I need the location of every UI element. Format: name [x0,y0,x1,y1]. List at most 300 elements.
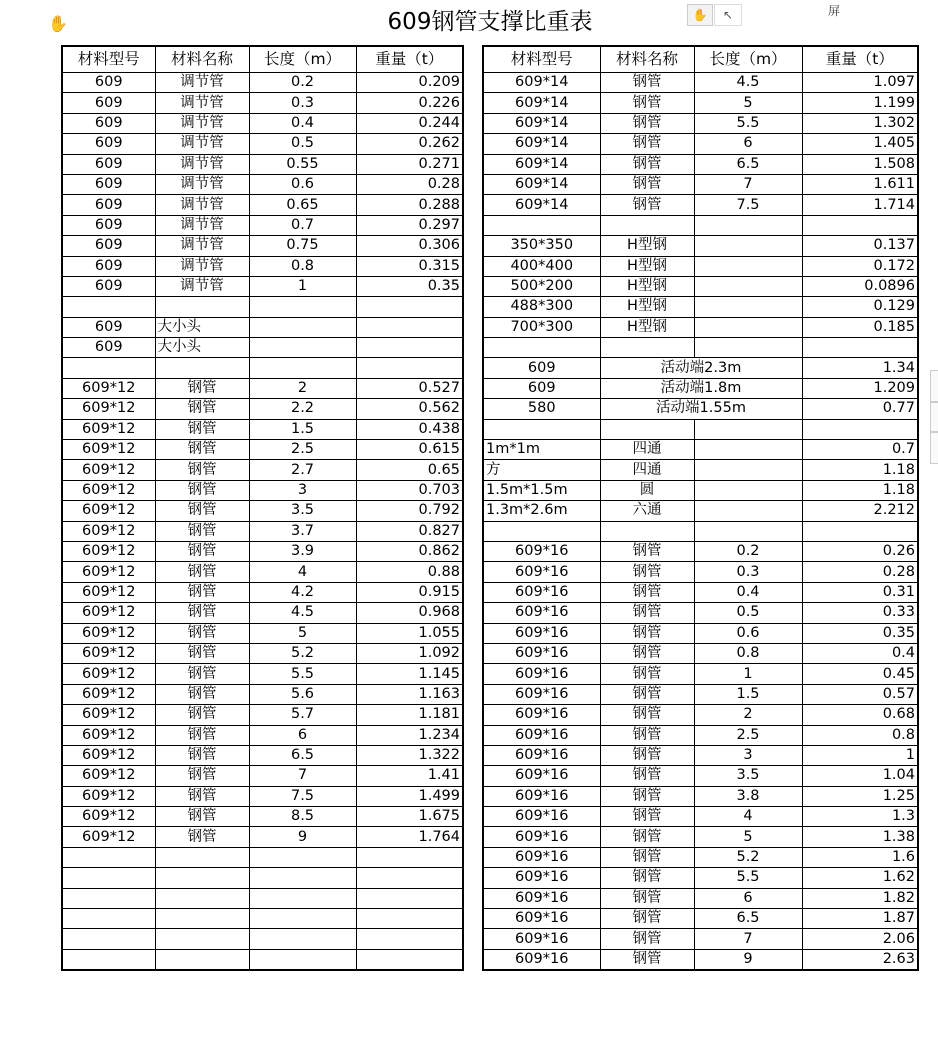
cell-weight: 0.527 [356,378,463,398]
table-row [62,745,463,765]
cell-name: 大小头 [155,317,249,337]
table-row [483,399,918,419]
table-row [483,480,918,500]
cell-weight: 1.41 [356,766,463,786]
cell-model: 609*12 [62,766,155,786]
cell-name: 钢管 [600,93,694,113]
table-row [62,582,463,602]
table-row [62,134,463,154]
table-row [483,419,918,439]
table-row [62,378,463,398]
table-row [483,725,918,745]
cell-name [600,521,694,541]
table-row [483,154,918,174]
cell-weight [356,909,463,929]
cell-name: 钢管 [600,73,694,93]
cell-weight: 1.508 [802,154,918,174]
cell-weight: 0.7 [802,440,918,460]
cell-length: 5.6 [249,684,356,704]
cell-name: 调节管 [155,174,249,194]
cell-length: 9 [249,827,356,847]
table-row [62,664,463,684]
table-row [483,745,918,765]
cell-weight: 0.77 [802,399,918,419]
cell-weight: 0.244 [356,113,463,133]
cell-length [249,949,356,970]
cell-model: 609 [62,154,155,174]
cell-length: 7.5 [694,195,802,215]
cell-model: 609*16 [483,705,600,725]
cell-length: 9 [694,949,802,970]
cell-model: 609*12 [62,643,155,663]
table-row [483,113,918,133]
table-row [483,501,918,521]
cell-name: 钢管 [600,582,694,602]
cell-length: 0.6 [694,623,802,643]
cell-length: 0.55 [249,154,356,174]
cell-length: 6 [249,725,356,745]
table-row [62,684,463,704]
cell-name: 钢管 [600,684,694,704]
cell-model [483,521,600,541]
cell-length: 0.3 [694,562,802,582]
cell-model [62,847,155,867]
cell-name [155,868,249,888]
table-row [483,705,918,725]
cell-model: 609*12 [62,807,155,827]
cell-length [694,236,802,256]
cell-model: 609*12 [62,480,155,500]
cell-model: 609 [62,256,155,276]
cell-weight: 0.915 [356,582,463,602]
cell-length [694,338,802,358]
header-model: 材料型号 [62,46,155,73]
cell-length: 6 [694,888,802,908]
cell-length: 4.2 [249,582,356,602]
cell-weight: 0.28 [356,174,463,194]
cell-name: 钢管 [600,786,694,806]
table-row [483,276,918,296]
table-row [62,521,463,541]
cell-length: 4.5 [694,73,802,93]
cell-model: 609 [62,174,155,194]
cell-weight: 1.18 [802,460,918,480]
table-row [483,236,918,256]
cell-name: 钢管 [600,134,694,154]
cell-model: 609*12 [62,623,155,643]
cell-model: 609*16 [483,909,600,929]
cell-length: 6 [694,134,802,154]
cell-name: H型钢 [600,256,694,276]
cell-weight: 1.199 [802,93,918,113]
cell-length: 3 [249,480,356,500]
cell-name: 圆 [600,480,694,500]
cell-length: 4 [249,562,356,582]
cell-weight: 0.137 [802,236,918,256]
table-row [483,134,918,154]
cell-model: 609*12 [62,419,155,439]
table-row [62,236,463,256]
cell-weight: 1.092 [356,643,463,663]
cell-name: 钢管 [600,827,694,847]
cell-name: 钢管 [600,847,694,867]
table-row [62,73,463,93]
cell-weight [802,521,918,541]
cell-name: H型钢 [600,317,694,337]
cell-weight: 0.65 [356,460,463,480]
cell-model: 609 [62,215,155,235]
cell-length [249,847,356,867]
cell-weight: 2.63 [802,949,918,970]
cell-weight [802,419,918,439]
cell-name [155,297,249,317]
cell-model: 609*12 [62,664,155,684]
cell-length: 6.5 [249,745,356,765]
cell-length: 0.8 [694,643,802,663]
cell-length: 0.3 [249,93,356,113]
cell-length [249,909,356,929]
cell-model: 609*12 [62,745,155,765]
cell-length: 5 [249,623,356,643]
cell-weight: 0.185 [802,317,918,337]
cell-weight: 0.792 [356,501,463,521]
table-row [483,521,918,541]
table-row [483,949,918,970]
cell-model: 500*200 [483,276,600,296]
cell-name: 钢管 [600,603,694,623]
table-row [62,399,463,419]
cell-weight: 0.0896 [802,276,918,296]
table-row [62,174,463,194]
table-row [483,378,918,398]
select-cursor-icon[interactable]: ↖ [714,4,742,26]
cell-model: 609*12 [62,725,155,745]
table-row [62,929,463,949]
cell-model: 609 [62,113,155,133]
cell-weight: 0.4 [802,643,918,663]
cell-name: 调节管 [155,93,249,113]
cell-model: 609*12 [62,562,155,582]
table-row [483,643,918,663]
cell-length [694,501,802,521]
cell-weight: 0.57 [802,684,918,704]
table-row [483,338,918,358]
cell-weight: 1 [802,745,918,765]
cell-weight: 1.611 [802,174,918,194]
cell-name: H型钢 [600,276,694,296]
header-name: 材料名称 [600,46,694,73]
cell-name: 钢管 [155,521,249,541]
cell-weight: 0.306 [356,236,463,256]
cell-model: 609*16 [483,664,600,684]
cell-name: 钢管 [600,725,694,745]
cell-weight [356,297,463,317]
cell-model: 609*14 [483,73,600,93]
cell-weight [356,358,463,378]
cell-weight: 1.234 [356,725,463,745]
cell-length: 1.5 [249,419,356,439]
cell-length: 5.5 [694,868,802,888]
cell-name: 钢管 [155,460,249,480]
cell-weight: 0.8 [802,725,918,745]
cell-model [62,297,155,317]
table-row [62,195,463,215]
cell-weight: 1.764 [356,827,463,847]
cell-name [155,888,249,908]
table-row [483,807,918,827]
cell-weight: 0.862 [356,541,463,561]
cell-length: 5.2 [694,847,802,867]
cell-name: 钢管 [155,419,249,439]
left-weight-table [61,45,464,971]
cell-model: 609 [483,378,600,398]
cell-length: 2 [249,378,356,398]
cell-model: 609 [62,73,155,93]
cell-name: 钢管 [155,807,249,827]
cell-model: 400*400 [483,256,600,276]
cell-model: 609 [62,195,155,215]
cell-weight: 1.82 [802,888,918,908]
cell-model: 609*16 [483,745,600,765]
cell-weight: 1.097 [802,73,918,93]
table-row [483,888,918,908]
cell-name: 钢管 [600,705,694,725]
table-header-row [62,46,463,73]
cell-length: 8.5 [249,807,356,827]
table-row [483,664,918,684]
table-row [62,297,463,317]
cell-model: 609*16 [483,643,600,663]
table-row [62,766,463,786]
cell-length: 3.5 [694,766,802,786]
cell-name: 钢管 [600,807,694,827]
cell-name [155,358,249,378]
cell-length: 7 [694,174,802,194]
cell-name: 调节管 [155,73,249,93]
table-row [62,786,463,806]
cell-model: 609*16 [483,541,600,561]
cell-weight: 0.35 [802,623,918,643]
cell-name: 钢管 [600,949,694,970]
cell-length [249,868,356,888]
cell-weight [356,317,463,337]
cell-weight: 1.87 [802,909,918,929]
table-row [62,807,463,827]
cell-length: 1 [694,664,802,684]
page-title: 609钢管支撑比重表 [387,9,593,35]
cell-length [249,317,356,337]
screen-button[interactable]: 屏 [828,4,841,18]
cell-length: 2.7 [249,460,356,480]
table-row [62,460,463,480]
cell-model: 609*16 [483,786,600,806]
cell-name: 调节管 [155,134,249,154]
cell-name: 调节管 [155,276,249,296]
side-scroll-tab[interactable] [930,432,938,464]
cell-name: 钢管 [155,378,249,398]
cell-weight: 1.302 [802,113,918,133]
table-row [483,317,918,337]
cell-model: 方 [483,460,600,480]
table-row [483,827,918,847]
table-row [483,297,918,317]
table-row [62,93,463,113]
cell-weight: 0.271 [356,154,463,174]
cell-model: 609*16 [483,847,600,867]
right-weight-table [482,45,919,971]
header-name: 材料名称 [155,46,249,73]
cell-model: 609*16 [483,684,600,704]
cell-model: 609*14 [483,195,600,215]
cell-length [694,297,802,317]
cell-name: 钢管 [600,195,694,215]
table-row [62,603,463,623]
table-row [483,460,918,480]
cell-weight: 1.62 [802,868,918,888]
cell-weight [802,338,918,358]
cell-name: 活动端1.55m [600,399,802,419]
cell-model: 609*16 [483,582,600,602]
cell-name: 钢管 [155,705,249,725]
table-row [62,705,463,725]
header-weight: 重量（t） [802,46,918,73]
cell-model: 609*16 [483,868,600,888]
cell-weight: 0.438 [356,419,463,439]
cell-weight: 0.827 [356,521,463,541]
cell-model [483,338,600,358]
table-row [483,766,918,786]
cell-weight: 1.38 [802,827,918,847]
cell-name: 钢管 [155,623,249,643]
cell-name: 调节管 [155,256,249,276]
table-row [483,909,918,929]
cell-model: 609*12 [62,460,155,480]
cell-model: 609*16 [483,725,600,745]
cell-length: 6.5 [694,154,802,174]
cell-length: 2 [694,705,802,725]
cell-length: 7 [694,929,802,949]
cell-model: 609*12 [62,684,155,704]
cell-model: 609*12 [62,827,155,847]
cell-model [62,888,155,908]
cell-length: 5.2 [249,643,356,663]
cell-name: 六通 [600,501,694,521]
cell-length: 5 [694,93,802,113]
cell-length: 0.4 [694,582,802,602]
cell-model: 609*16 [483,603,600,623]
cell-model: 609*12 [62,603,155,623]
cell-model: 609*16 [483,562,600,582]
cell-length [694,215,802,235]
cell-name: 钢管 [155,766,249,786]
cell-length: 3 [694,745,802,765]
cell-weight: 0.88 [356,562,463,582]
cell-weight [356,868,463,888]
cell-name: 钢管 [155,582,249,602]
cell-weight: 1.6 [802,847,918,867]
cell-model: 580 [483,399,600,419]
cell-length: 7 [249,766,356,786]
cell-name: 钢管 [600,868,694,888]
table-row [483,582,918,602]
cell-name: 钢管 [155,440,249,460]
cell-name: 钢管 [600,541,694,561]
cell-length: 0.6 [249,174,356,194]
cell-weight [356,949,463,970]
table-row [62,338,463,358]
table-row [62,643,463,663]
cell-name [600,215,694,235]
cell-model: 609*12 [62,521,155,541]
cell-weight: 0.703 [356,480,463,500]
cell-weight: 1.055 [356,623,463,643]
cell-model: 609*14 [483,154,600,174]
cell-length: 1 [249,276,356,296]
cell-weight: 1.322 [356,745,463,765]
table-row [483,358,918,378]
cell-length: 2.5 [249,440,356,460]
cell-weight: 1.675 [356,807,463,827]
cell-length: 5.7 [249,705,356,725]
cell-name: 钢管 [155,501,249,521]
cell-weight: 1.163 [356,684,463,704]
cell-name: 钢管 [600,909,694,929]
cell-name [155,909,249,929]
cell-weight: 1.714 [802,195,918,215]
cell-length [694,480,802,500]
cell-length: 4.5 [249,603,356,623]
cell-model [62,358,155,378]
table-row [483,929,918,949]
cell-weight: 0.31 [802,582,918,602]
cell-weight: 0.26 [802,541,918,561]
cell-length: 2.2 [249,399,356,419]
cell-length: 5.5 [694,113,802,133]
table-row [483,174,918,194]
cell-length: 5 [694,827,802,847]
cell-length [249,338,356,358]
cell-weight: 1.04 [802,766,918,786]
cell-length [694,460,802,480]
cell-weight [802,215,918,235]
cell-name: 钢管 [600,745,694,765]
cell-weight: 0.297 [356,215,463,235]
cell-length: 0.5 [249,134,356,154]
cell-name: 四通 [600,460,694,480]
table-row [62,419,463,439]
hand-tool-icon[interactable]: ✋ [687,4,713,26]
cell-name: 钢管 [155,399,249,419]
cell-model: 700*300 [483,317,600,337]
cell-length [694,317,802,337]
cell-model: 609*16 [483,827,600,847]
side-scroll-tab[interactable] [930,402,938,432]
cell-length [694,419,802,439]
table-row [62,827,463,847]
cell-name [600,338,694,358]
side-scroll-tab[interactable] [930,370,938,402]
table-row [483,562,918,582]
cell-model: 609*16 [483,623,600,643]
cell-weight: 1.499 [356,786,463,806]
cell-weight: 1.34 [802,358,918,378]
cell-weight: 0.562 [356,399,463,419]
cell-model: 609 [62,93,155,113]
cell-length: 0.2 [694,541,802,561]
cell-weight: 1.405 [802,134,918,154]
cell-name: 钢管 [600,174,694,194]
table-row [483,215,918,235]
